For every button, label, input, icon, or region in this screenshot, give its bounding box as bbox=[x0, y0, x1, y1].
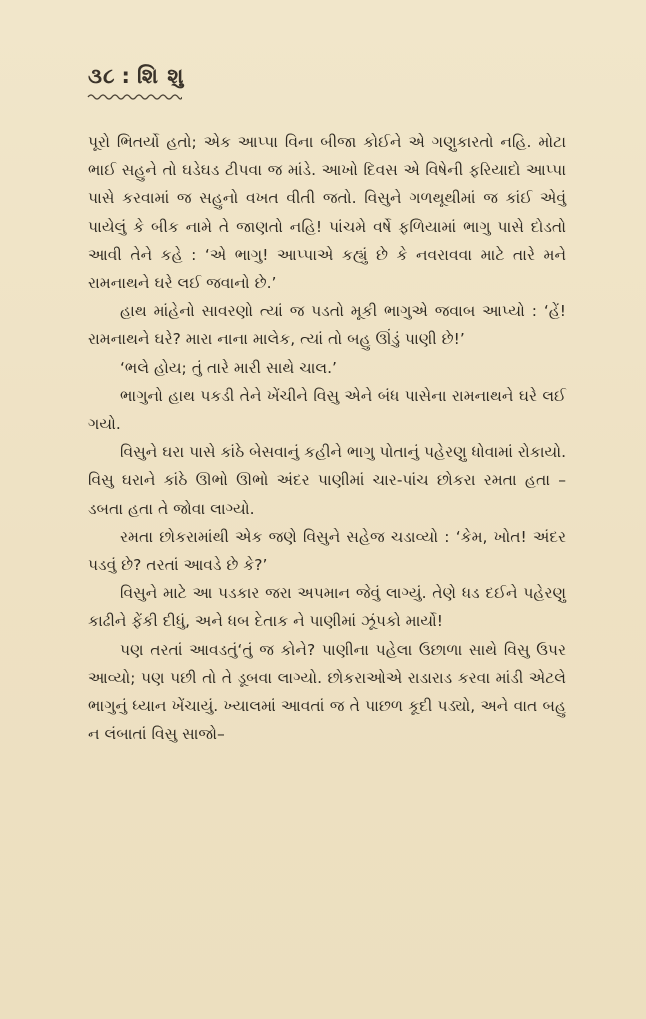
chapter-title: શિ શુ bbox=[136, 64, 185, 88]
header-separator: : bbox=[121, 64, 131, 88]
paragraph-7: વિસુને માટે આ પડકાર જરા અપમાન જેવું લાગ્યું. તેણે ધડ દઈને પહેરણુ કાઢીને ફેંકી દીધું, અને ધબ દેતાક ને પાણીમાં ઝૂંપકો માર્યો! bbox=[88, 584, 566, 631]
running-header bbox=[88, 64, 184, 89]
paragraph-2: હાથ માંહેનો સાવરણો ત્યાં જ પડતો મૂકી ભાગુએ જવાબ આપ્યો : ‘હેં! રામનાથને ઘરે? મારા નાના માલેક, ત્યાં તો બહુ ઊંડું પાણી છે!’ bbox=[88, 302, 566, 349]
paragraph-1: પૂરો ભિતર્યો હતો; એક આપ્પા વિના બીજા કોઈને એ ગણુકારતો નહિ. મોટા ભાઈ સહુને તો ઘડેઘડ ટીપવા જ માંડે. આખો દિવસ એ વિષેની ફરિયાદો આપ્પા પાસે કરવામાં જ સહુનો વખત વીતી જતો. વિસુને ગળથૂથીમાં જ કાંઈ એવું પાયેલું કે બીક નામે તે જાણતો નહિ! પાંચમે વર્ષે ફળિયામાં ભાગુ પાસે દોડતો આવી તેને કહે : ‘એ ભાગુ! આપ્પાએ કહ્યું છે કે નવરાવવા માટે તારે મને રામનાથને ઘરે લઈ જવાનો છે.’ bbox=[88, 133, 566, 293]
paragraph-5: વિસુને ઘરા પાસે કાંઠે બેસવાનું કહીને ભાગુ પોતાનું પહેરણુ ધોવામાં રોકાયો. વિસુ ઘરાને કાંઠે ઊભો ઊભો અંદર પાણીમાં ચાર-પાંચ છોકરા રમતા હતા – ડબતા હતા તે જોવા લાગ્યો. bbox=[88, 443, 566, 518]
paragraph-4: ભાગુનો હાથ પકડી તેને ખેંચીને વિસુ એને બંધ પાસેના રામનાથને ઘરે લઈ ગયો. bbox=[88, 386, 566, 434]
paragraph-3: ‘ભલે હોય; તું તારે મારી સાથે ચાલ.’ bbox=[120, 358, 337, 377]
paragraph-8: પણ તરતાં આવડતું‘તું જ કોને? પાણીના પહેલા ઉછાળા સાથે વિસુ ઉપર આવ્યો; પણ પછી તો તે ડૂબવા લાગ્યો. છોકરાઓએ રાડારાડ કરવા માંડી એટલે ભાગુનું ધ્યાન ખેંચાયું. ખ્યાલમાં આવતાં જ તે પાછળ કૂદી પડ્યો, અને વાત બહુ ન લંબાતાં વિસુ સાજો– bbox=[88, 640, 566, 744]
page-number: ૩૮ bbox=[88, 64, 116, 88]
body-text bbox=[88, 128, 566, 748]
paragraph-6: રમતા છોકરામાંથી એક જણે વિસુને સહેજ ચડાવ્યો : ‘કેમ, ખોત! અંદર પડવું છે? તરતાં આવડે છે કે?’ bbox=[88, 527, 566, 575]
header-underline-flourish bbox=[86, 92, 182, 102]
